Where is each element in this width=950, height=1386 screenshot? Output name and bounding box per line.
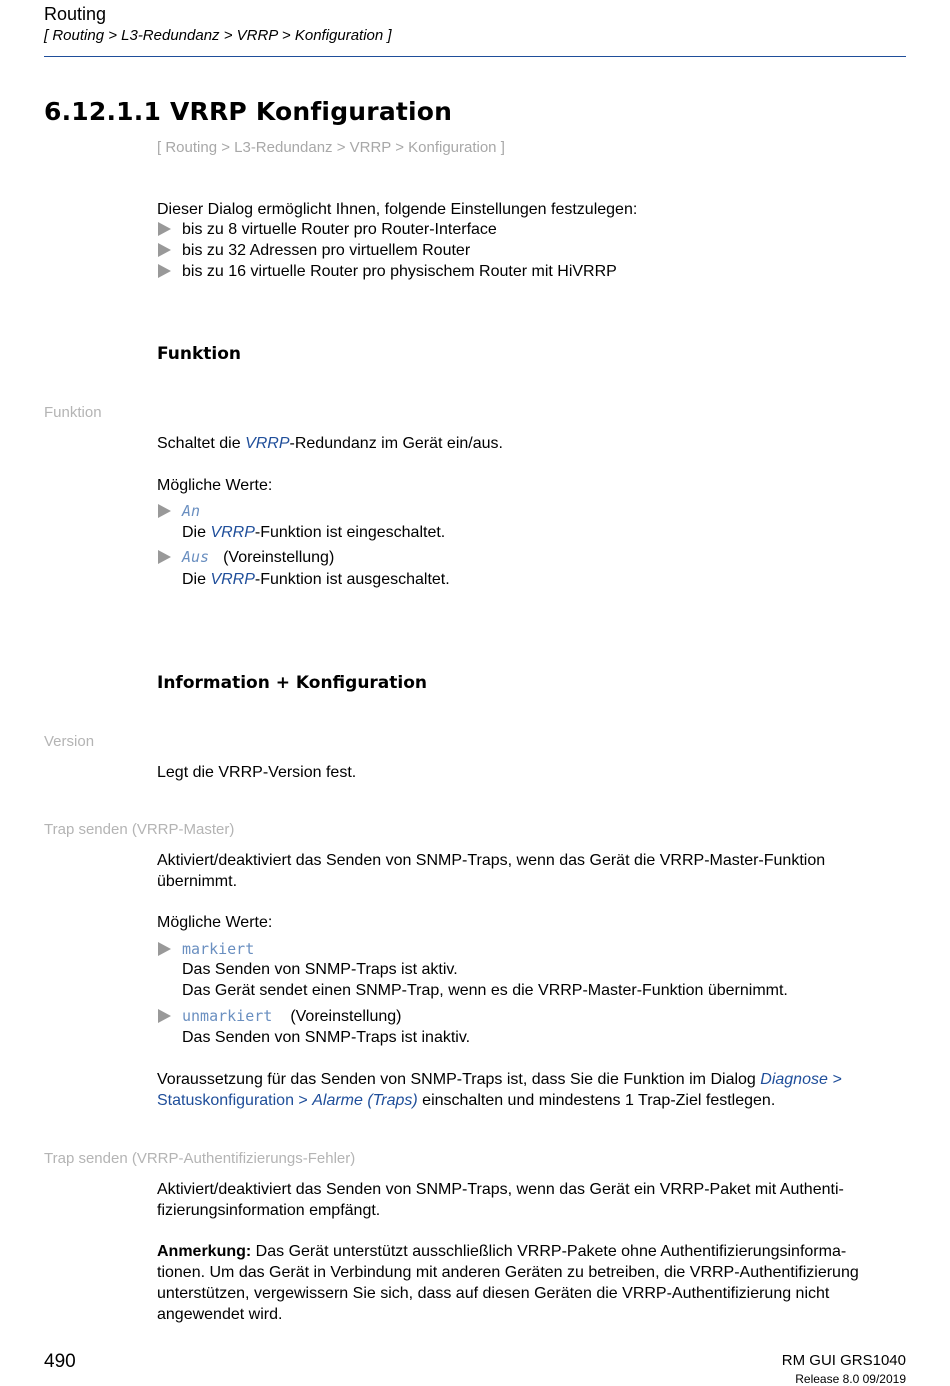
intro-item: bis zu 16 virtuelle Router pro physischem Router mit HiVRRP bbox=[158, 261, 617, 282]
note-line: unterstützen, vergewissern Sie sich, dass auf diesen Geräten die VRRP-Authentifizierung nicht bbox=[157, 1285, 830, 1302]
bullet-triangle-icon bbox=[158, 222, 171, 236]
field-label-version: Version bbox=[44, 733, 95, 750]
note-line: tionen. Um das Gerät in Verbindung mit anderen Geräten zu betreiben, die VRRP-Authentifizierung bbox=[157, 1264, 859, 1281]
breadcrumb: [ Routing > L3-Redundanz > VRRP > Konfiguration ] bbox=[157, 139, 505, 156]
vrrp-link[interactable]: VRRP bbox=[210, 524, 255, 541]
field-label-trap-master: Trap senden (VRRP-Master) bbox=[44, 821, 235, 838]
diagnose-link[interactable]: Diagnose > bbox=[760, 1071, 842, 1088]
subheading-information-konfiguration: Information + Konfiguration bbox=[157, 673, 428, 693]
alarme-traps-link[interactable]: Alarme (Traps) bbox=[312, 1092, 418, 1109]
statuskonfiguration-link[interactable]: Statuskonfiguration bbox=[157, 1092, 294, 1109]
trap-auth-description-line: fizierungsinformation empfängt. bbox=[157, 1202, 381, 1219]
value-option-markiert-desc: Das Gerät sendet einen SNMP-Trap, wenn es die VRRP-Master-Funktion übernimmt. bbox=[182, 982, 788, 999]
funktion-description: Schaltet die VRRP-Redundanz im Gerät ein/aus. bbox=[157, 435, 503, 452]
running-header-title: Routing bbox=[44, 4, 107, 24]
value-option-aus: Aus (Voreinstellung) bbox=[158, 547, 334, 568]
values-label: Mögliche Werte: bbox=[157, 914, 273, 931]
note-label: Anmerkung: bbox=[157, 1243, 252, 1260]
footer-doc-title: RM GUI GRS1040 bbox=[781, 1352, 906, 1369]
bullet-triangle-icon bbox=[158, 243, 171, 257]
bullet-triangle-icon bbox=[158, 504, 171, 518]
value-option-an-desc: Die VRRP-Funktion ist eingeschaltet. bbox=[182, 524, 446, 541]
version-description: Legt die VRRP-Version fest. bbox=[157, 764, 357, 781]
bullet-triangle-icon bbox=[158, 942, 171, 956]
section-heading: 6.12.1.1 VRRP Konfiguration bbox=[44, 97, 453, 126]
vrrp-link[interactable]: VRRP bbox=[210, 571, 255, 588]
value-option-markiert: markiert bbox=[158, 939, 254, 960]
value-option-markiert-desc: Das Senden von SNMP-Traps ist aktiv. bbox=[182, 961, 458, 978]
field-label-trap-auth: Trap senden (VRRP-Authentifizierungs-Fehler) bbox=[44, 1150, 356, 1167]
bullet-triangle-icon bbox=[158, 264, 171, 278]
intro-item: bis zu 8 virtuelle Router pro Router-Interface bbox=[158, 219, 497, 240]
vrrp-link[interactable]: VRRP bbox=[245, 435, 290, 452]
note-line: Anmerkung: Das Gerät unterstützt ausschließlich VRRP-Pakete ohne Authentifizierungsinforma- bbox=[157, 1243, 847, 1260]
trap-master-description-line: übernimmt. bbox=[157, 873, 238, 890]
value-option-unmarkiert-desc: Das Senden von SNMP-Traps ist inaktiv. bbox=[182, 1029, 471, 1046]
trap-auth-description-line: Aktiviert/deaktiviert das Senden von SNMP-Traps, wenn das Gerät ein VRRP-Paket mit Authenti- bbox=[157, 1181, 844, 1198]
field-label-funktion: Funktion bbox=[44, 404, 102, 421]
header-divider bbox=[44, 56, 906, 57]
running-header-path: [ Routing > L3-Redundanz > VRRP > Konfiguration ] bbox=[44, 27, 392, 44]
trap-master-description-line: Aktiviert/deaktiviert das Senden von SNMP-Traps, wenn das Gerät die VRRP-Master-Funktion bbox=[157, 852, 826, 869]
value-option-unmarkiert: unmarkiert (Voreinstellung) bbox=[158, 1006, 401, 1027]
subheading-funktion: Funktion bbox=[157, 344, 242, 364]
prerequisite-line: Voraussetzung für das Senden von SNMP-Traps ist, dass Sie die Funktion im Dialog Diagnose > bbox=[157, 1071, 842, 1088]
prerequisite-line: Statuskonfiguration > Alarme (Traps) einschalten und mindestens 1 Trap-Ziel festlegen. bbox=[157, 1092, 776, 1109]
value-option-an: An bbox=[158, 501, 200, 522]
footer-release: Release 8.0 09/2019 bbox=[795, 1372, 906, 1386]
intro-item: bis zu 32 Adressen pro virtuellem Router bbox=[158, 240, 470, 261]
bullet-triangle-icon bbox=[158, 1009, 171, 1023]
value-option-aus-desc: Die VRRP-Funktion ist ausgeschaltet. bbox=[182, 571, 450, 588]
page-number: 490 bbox=[44, 1351, 76, 1372]
note-line: angewendet wird. bbox=[157, 1306, 283, 1323]
bullet-triangle-icon bbox=[158, 550, 171, 564]
intro-text: Dieser Dialog ermöglicht Ihnen, folgende Einstellungen festzulegen: bbox=[157, 201, 638, 218]
values-label: Mögliche Werte: bbox=[157, 477, 273, 494]
